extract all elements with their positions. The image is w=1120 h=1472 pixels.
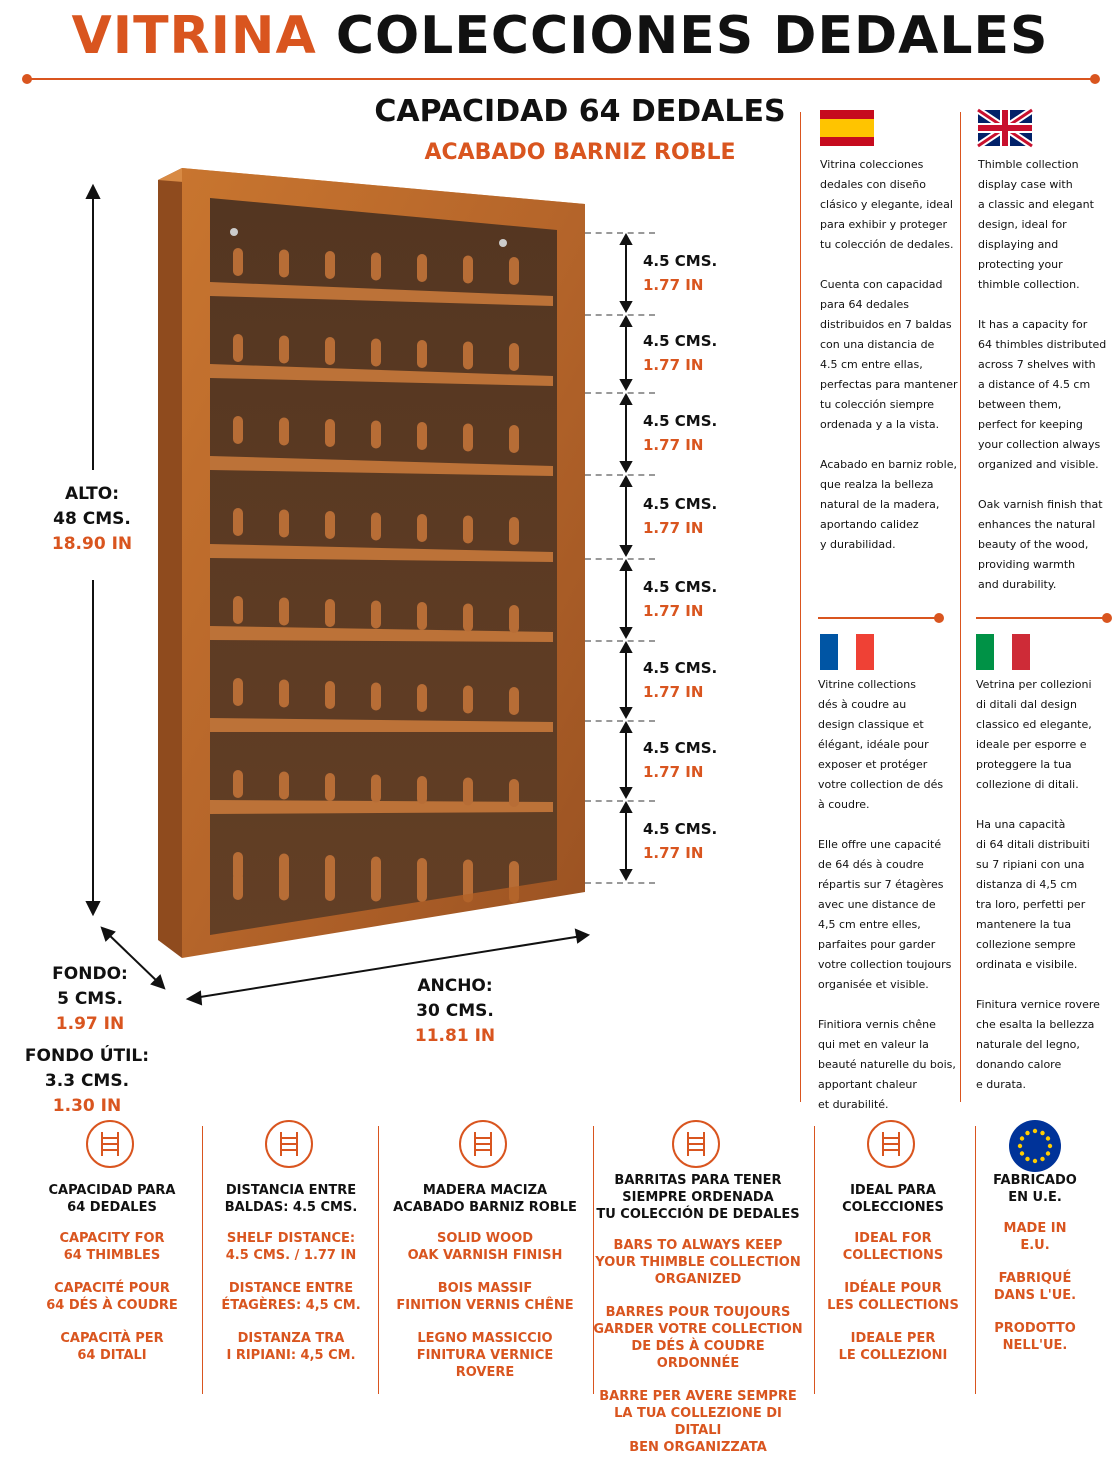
spacing-arrowhead — [621, 546, 631, 555]
shelf-spacing-label — [643, 249, 717, 297]
spacing-arrowhead — [621, 462, 631, 471]
feature-french: FABRIQUÉ DANS L'UE. — [993, 1271, 1077, 1303]
divider-dot-right — [1090, 74, 1100, 84]
spacing-guide-line — [585, 392, 655, 394]
ruler-icon — [265, 1120, 313, 1168]
feature-block — [818, 1182, 968, 1380]
en-paragraph-2: It has a capacity for 64 thimbles distributed across 7 shelves with a distance of 4.5 cm between them, perfect for keeping your collection always organized and visible. — [978, 318, 1107, 471]
feature-italian: CAPACITÀ PER 64 DITALI — [60, 1331, 164, 1363]
spacing-arrowhead — [621, 708, 631, 717]
feature-block — [593, 1172, 803, 1472]
it-paragraph-1: Vetrina per collezioni di ditali dal design classico ed elegante, ideale per esporre e proteggere la tua collezione di ditali. — [976, 678, 1092, 791]
feature-title: BARRITAS PARA TENER SIEMPRE ORDENADA TU COLECCIÓN DE DEDALES — [596, 1173, 800, 1222]
feature-title: IDEAL PARA COLECCIONES — [842, 1183, 944, 1215]
uk-flag-icon — [978, 110, 1032, 146]
spacing-in: 1.77 IN — [643, 683, 704, 701]
ladder-shelf-icon — [86, 1120, 134, 1168]
spacing-arrowhead — [621, 788, 631, 797]
collection-icon — [867, 1120, 915, 1168]
spacing-in: 1.77 IN — [643, 602, 704, 620]
spacing-arrowhead — [621, 628, 631, 637]
width-in: 11.81 IN — [414, 1026, 496, 1046]
spacing-arrowhead — [621, 561, 631, 570]
height-in: 18.90 IN — [51, 534, 133, 554]
width-cm: 30 CMS. — [416, 1001, 494, 1021]
spain-flag-icon — [820, 110, 874, 146]
en-it-divider — [976, 617, 1106, 619]
depth-label: FONDO: — [52, 964, 128, 984]
feature-italian: DISTANZA TRA I RIPIANI: 4,5 CM. — [226, 1331, 356, 1363]
height-cm: 48 CMS. — [53, 509, 131, 529]
spacing-cm: 4.5 CMS. — [643, 252, 718, 270]
depth-in: 1.97 IN — [55, 1014, 125, 1034]
spacing-cm: 4.5 CMS. — [643, 820, 718, 838]
shelf-spacing-label — [643, 736, 717, 784]
height-label: ALTO: — [64, 484, 120, 504]
shelf-spacing-label — [643, 817, 717, 865]
fr-paragraph-2: Elle offre une capacité de 64 dés à coudre répartis sur 7 étagères avec une distance de 4,5 cm entre elles, parfaites pour garder votre collection toujours organisée et visible. — [818, 838, 952, 991]
spacing-arrowhead — [621, 870, 631, 879]
spacing-guide-line — [585, 800, 655, 802]
french-description — [818, 675, 968, 1135]
feature-title: CAPACIDAD PARA 64 DEDALES — [48, 1183, 176, 1215]
feature-block — [980, 1172, 1090, 1370]
title-accent: VITRINA — [71, 6, 317, 66]
feature-separator — [814, 1126, 815, 1394]
usable-depth-dimension — [22, 1044, 152, 1119]
spacing-guide-line — [585, 882, 655, 884]
feature-english: SOLID WOOD OAK VARNISH FINISH — [407, 1231, 563, 1263]
wood-log-icon — [459, 1120, 507, 1168]
feature-block — [390, 1182, 580, 1397]
feature-french: CAPACITÉ POUR 64 DÉS À COUDRE — [46, 1281, 178, 1313]
shelf-spacing-label — [643, 656, 717, 704]
feature-french: BOIS MASSIF FINITION VERNIS CHÊNE — [396, 1281, 574, 1313]
france-flag-icon — [820, 634, 874, 670]
spacing-arrowhead — [621, 643, 631, 652]
feature-italian: BARRE PER AVERE SEMPRE LA TUA COLLEZIONE DI DITALI BEN ORGANIZZATA — [599, 1389, 797, 1455]
italian-description — [976, 675, 1116, 1115]
spacing-arrowhead — [621, 723, 631, 732]
spacing-guide-line — [585, 232, 655, 234]
spacing-arrowhead — [621, 317, 631, 326]
feature-separator — [202, 1126, 203, 1394]
feature-english: MADE IN E.U. — [1003, 1221, 1067, 1253]
es-fr-divider — [818, 617, 938, 619]
feature-french: BARRES POUR TOUJOURS GARDER VOTRE COLLECTION DE DÉS À COUDRE ORDONNÉE — [593, 1305, 803, 1371]
title-divider — [27, 78, 1095, 80]
spacing-cm: 4.5 CMS. — [643, 412, 718, 430]
usable-depth-label: FONDO ÚTIL: — [24, 1046, 150, 1066]
fr-paragraph-3: Finitiora vernis chêne qui met en valeur la beauté naturelle du bois, apportant chaleur et durabilité. — [818, 1018, 956, 1111]
eu-flag-icon — [1009, 1120, 1061, 1172]
spacing-arrowhead — [621, 803, 631, 812]
finish-heading: ACABADO BARNIZ ROBLE — [424, 140, 736, 165]
feature-title: FABRICADO EN U.E. — [993, 1173, 1077, 1205]
shelf-spacing-label — [643, 575, 717, 623]
feature-block — [37, 1182, 187, 1380]
spacing-guide-line — [585, 314, 655, 316]
feature-italian: LEGNO MASSICCIO FINITURA VERNICE ROVERE — [416, 1331, 554, 1380]
spacing-cm: 4.5 CMS. — [643, 332, 718, 350]
spacing-in: 1.77 IN — [643, 763, 704, 781]
it-paragraph-2: Ha una capacità di 64 ditali distribuiti su 7 ripiani con una distanza di 4,5 cm tra loro, perfetti per mantenere la tua collezione sempre ordinata e visibile. — [976, 818, 1090, 971]
usable-depth-in: 1.30 IN — [52, 1096, 122, 1116]
spacing-cm: 4.5 CMS. — [643, 495, 718, 513]
es-paragraph-1: Vitrina colecciones dedales con diseño clásico y elegante, ideal para exhibir y proteger tu colección de dedales. — [820, 158, 954, 251]
feature-separator — [378, 1126, 379, 1394]
shelf-spacing-label — [643, 409, 717, 457]
en-paragraph-3: Oak varnish finish that enhances the natural beauty of the wood, providing warmth and durability. — [978, 498, 1103, 591]
spacing-guide-line — [585, 558, 655, 560]
feature-title: DISTANCIA ENTRE BALDAS: 4.5 CMS. — [224, 1183, 358, 1215]
spacing-in: 1.77 IN — [643, 519, 704, 537]
spacing-in: 1.77 IN — [643, 276, 704, 294]
italy-flag-icon — [976, 634, 1030, 670]
feature-english: CAPACITY FOR 64 THIMBLES — [59, 1231, 165, 1263]
feature-english: SHELF DISTANCE: 4.5 CMS. / 1.77 IN — [225, 1231, 357, 1263]
spacing-cm: 4.5 CMS. — [643, 659, 718, 677]
page-title — [0, 6, 1120, 66]
spacing-arrowhead — [621, 302, 631, 311]
screw-left — [230, 228, 238, 236]
es-paragraph-3: Acabado en barniz roble, que realza la belleza natural de la madera, aportando calidez y durabilidad. — [820, 458, 957, 551]
spacing-guide-line — [585, 474, 655, 476]
height-dimension — [40, 482, 144, 557]
feature-block — [216, 1182, 366, 1380]
spacing-in: 1.77 IN — [643, 844, 704, 862]
usable-depth-cm: 3.3 CMS. — [44, 1071, 130, 1091]
fr-paragraph-1: Vitrine collections dés à coudre au design classique et élégant, idéale pour exposer et protéger votre collection de dés à coudre. — [818, 678, 944, 811]
spacing-guide-line — [585, 640, 655, 642]
spanish-description — [820, 155, 970, 575]
spacing-arrowhead — [621, 395, 631, 404]
spacing-cm: 4.5 CMS. — [643, 578, 718, 596]
it-paragraph-3: Finitura vernice rovere che esalta la bellezza naturale del legno, donando calore e durata. — [976, 998, 1100, 1091]
depth-dimension — [40, 962, 140, 1037]
shelf-spacing-label — [643, 329, 717, 377]
es-paragraph-2: Cuenta con capacidad para 64 dedales distribuidos en 7 baldas con una distancia de 4.5 cm entre ellas, perfectas para mantener tu colección siempre ordenada y a la vista. — [820, 278, 958, 431]
en-paragraph-1: Thimble collection display case with a classic and elegant design, ideal for displaying and protecting your thimble collection. — [978, 158, 1094, 291]
spacing-arrowhead — [621, 380, 631, 389]
feature-english: BARS TO ALWAYS KEEP YOUR THIMBLE COLLECTION ORGANIZED — [595, 1238, 801, 1287]
depth-cm: 5 CMS. — [57, 989, 123, 1009]
english-description — [978, 155, 1118, 615]
feature-french: DISTANCE ENTRE ÉTAGÈRES: 4,5 CM. — [221, 1281, 361, 1313]
spacing-guide-line — [585, 720, 655, 722]
feature-french: IDÉALE POUR LES COLLECTIONS — [827, 1281, 959, 1313]
spacing-in: 1.77 IN — [643, 356, 704, 374]
feature-separator — [975, 1126, 976, 1394]
feature-title: MADERA MACIZA ACABADO BARNIZ ROBLE — [393, 1183, 577, 1215]
screw-right — [499, 239, 507, 247]
bars-icon — [672, 1120, 720, 1168]
spacing-cm: 4.5 CMS. — [643, 739, 718, 757]
feature-italian: PRODOTTO NELL'UE. — [994, 1321, 1076, 1353]
cabinet-illustration — [80, 160, 620, 1010]
width-label: ANCHO: — [417, 976, 493, 996]
divider-dot — [1102, 613, 1112, 623]
spacing-in: 1.77 IN — [643, 436, 704, 454]
title-rest: COLECCIONES DEDALES — [335, 6, 1049, 66]
divider-dot — [934, 613, 944, 623]
feature-italian: IDEALE PER LE COLLEZIONI — [838, 1331, 948, 1363]
capacity-heading: CAPACIDAD 64 DEDALES — [374, 94, 786, 129]
shelf-spacing-label — [643, 492, 717, 540]
feature-english: IDEAL FOR COLLECTIONS — [842, 1231, 944, 1263]
column-separator-left — [800, 112, 801, 1102]
spacing-arrowhead — [621, 477, 631, 486]
spacing-arrowhead — [621, 235, 631, 244]
width-dimension — [400, 974, 510, 1049]
